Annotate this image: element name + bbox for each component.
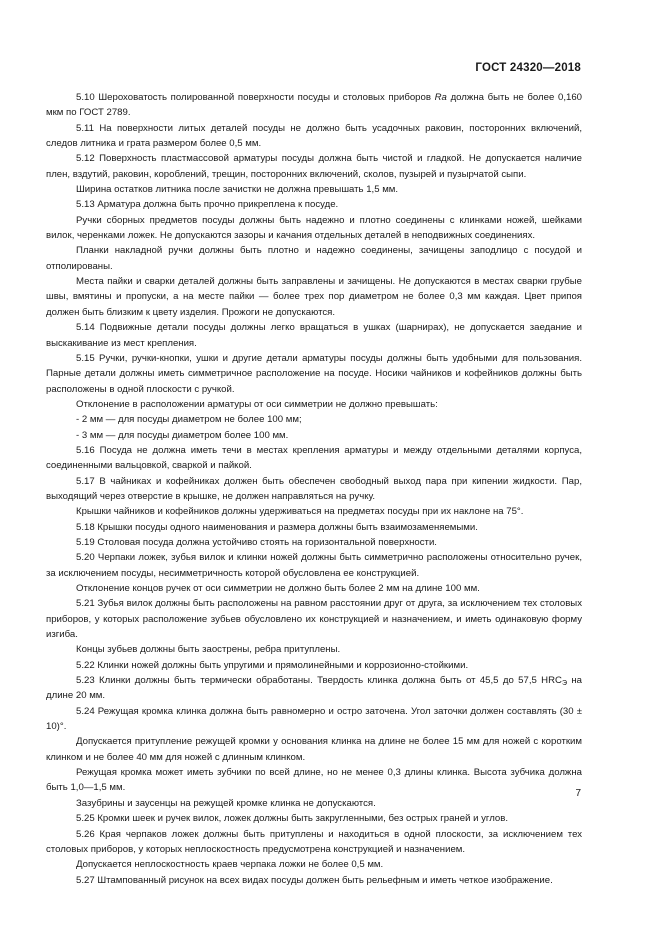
clause-5-13-handles: Ручки сборных предметов посуды должны быть надежно и плотно соединены с клинками ножей, шейками вилок, черенками ложек. Не допускаются зазоры и качания отдельных деталей в неподвижных соединениях. [46,214,582,242]
clause-5-24: 5.24 Режущая кромка клинка должна быть равномерно и остро заточена. Угол заточки должен составлять (30 ± 10)°. [46,705,582,733]
clause-5-17: 5.17 В чайниках и кофейниках должен быть обеспечен свободный выход пара при кипении жидкости. Пар, выходящий через отверстие в крышке, не должен направляться на ручку. [46,475,582,502]
clause-5-22: 5.22 Клинки ножей должны быть упругими и прямолинейными и коррозионно-стойкими. [76,659,469,671]
clause-5-16: 5.16 Посуда не должна иметь течи в местах крепления арматуры и между отдельными деталями корпуса, соединенными вальцовкой, сваркой и пайкой. [46,444,582,472]
clause-5-26-flatness: Допускается неплоскостность краев черпака ложки не более 0,5 мм. [76,859,384,871]
document-body [46,90,582,888]
clause-5-19: 5.19 Столовая посуда должна устойчиво стоять на горизонтальной поверхности. [76,536,437,548]
clause-5-13-plates: Планки накладной ручки должны быть плотно и надежно соединены, зачищены заподлицо с посудой и отполированы. [46,245,582,272]
clause-5-18: 5.18 Крышки посуды одного наименования и размера должны быть взаимозаменяемыми. [76,521,478,533]
page-number: 7 [575,788,581,799]
clause-5-20-deviation: Отклонение концов ручек от оси симметрии не должно быть более 2 мм на длине 100 мм. [76,583,480,594]
clause-5-23-text-a: 5.23 Клинки должны быть термически обработаны. Твердость клинка должна быть от 45,5 до 57,5 HRC [76,675,562,687]
clause-5-13: 5.13 Арматура должна быть прочно прикреплена к посуде. [76,199,339,211]
clause-5-15-deviation: Отклонение в расположении арматуры от оси симметрии не должно превышать: [76,398,438,410]
clause-5-12: 5.12 Поверхность пластмассовой арматуры посуды должна быть чистой и гладкой. Не допускается наличие плен, вздутий, раковин, короблений, трещин, посторонних включений, сколов, пузырей и пузырчатой сыпи. [46,153,582,180]
clause-5-23 [46,673,582,704]
clause-5-21-ends: Концы зубьев должны быть заострены, ребра притуплены. [76,644,341,656]
clause-5-15: 5.15 Ручки, ручки-кнопки, ушки и другие детали арматуры посуды должны быть удобными для пользования. Парные детали должны иметь симметричное расположение на посуде. Носики чайников и кофейников должны быть расположены в одной плоскости с ручкой. [46,352,582,395]
clause-5-20: 5.20 Черпаки ложек, зубья вилок и клинки ножей должны быть симметрично расположены относительно ручек, за исключением посуды, несимметричность которой обусловлена ее конструкцией. [46,552,582,579]
clause-5-27: 5.27 Штампованный рисунок на всех видах посуды должен быть рельефным и иметь четкое изображение. [76,874,553,886]
list-item-2mm: - 2 мм — для посуды диаметром не более 100 мм; [76,414,302,426]
roughness-symbol: Ra [434,92,447,103]
hardness-subscript: Э [561,680,567,688]
clause-5-17-lids: Крышки чайников и кофейников должны удерживаться на предметах посуды при их наклоне на 75°. [76,506,524,518]
standard-header: ГОСТ 24320—2018 [475,62,581,74]
clause-5-21: 5.21 Зубья вилок должны быть расположены на равном расстоянии друг от друга, за исключением тех столовых приборов, у которых расположение зубьев обусловлено их конструкцией и назначением, и иметь одинаковую форму изгиба. [46,598,582,641]
clause-5-13-solder: Места пайки и сварки деталей должны быть заправлены и зачищены. Не допускаются в местах сварки грубые швы, вмятины и пропуски, а на месте пайки — более трех пор диаметром не более 0,3 мм каждая. Цвет припоя должен быть близким к цвету изделия. Прожоги не допускаются. [46,276,582,318]
clause-5-10-text-b: должна быть не более 0,160 мкм по ГОСТ 2789. [46,92,583,119]
clause-5-10-text-a: 5.10 Шероховатость полированной поверхности посуды и столовых приборов [76,92,435,103]
clause-5-25: 5.25 Кромки шеек и ручек вилок, ложек должны быть закругленными, без острых граней и углов. [76,813,509,825]
clause-5-24-burrs: Зазубрины и заусенцы на режущей кромке клинка не допускаются. [76,797,376,809]
clause-5-24-teeth: Режущая кромка может иметь зубчики по всей длине, но не менее 0,3 длины клинка. Высота зубчика должна быть 1,0—1,5 мм. [46,767,582,794]
clause-5-14: 5.14 Подвижные детали посуды должны легко вращаться в ушках (шарнирах), не допускается заедание и выскакивание из мест крепления. [46,322,582,349]
clause-5-24-blunting: Допускается притупление режущей кромки у основания клинка на длине не более 15 мм для ножей с коротким клинком и не более 40 мм для ножей с длинным клинком. [46,736,582,763]
clause-5-10 [46,90,582,121]
list-item-3mm: - 3 мм — для посуды диаметром более 100 мм. [76,429,289,441]
clause-5-12-sprue: Ширина остатков литника после зачистки не должна превышать 1,5 мм. [76,184,399,196]
clause-5-26: 5.26 Края черпаков ложек должны быть притуплены и находиться в одной плоскости, за исключением тех столовых приборов, у которых неплоскостность предусмотрена конструкцией и назначением. [46,828,582,855]
clause-5-11: 5.11 На поверхности литых деталей посуды не должно быть усадочных раковин, посторонних включений, следов литника и грата размером более 0,5 мм. [46,122,582,150]
clause-5-23-text-b: на длине 20 мм. [46,675,582,702]
